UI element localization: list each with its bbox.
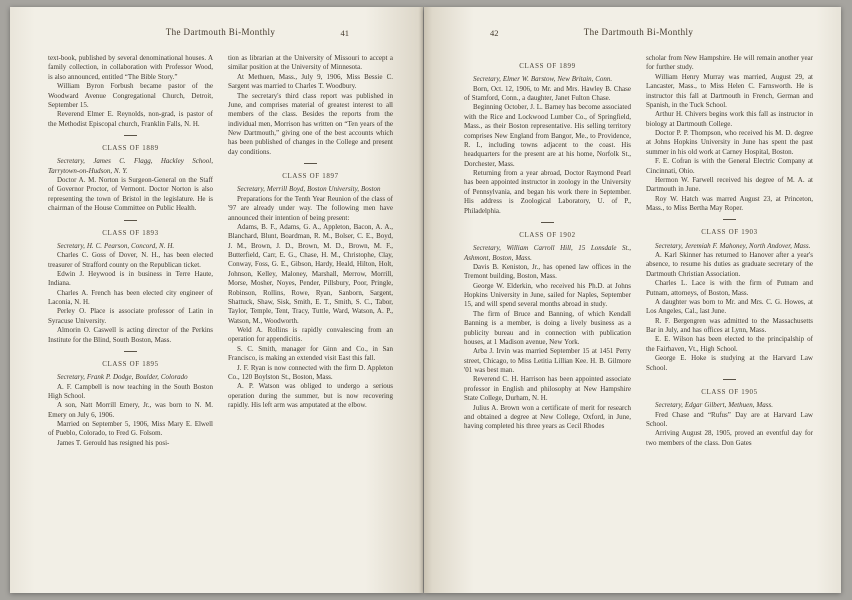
paragraph: A. P. Watson was obliged to undergo a serious operation during the summer, but is now recovering rapidly. His left arm was amputated at the elbow. — [228, 382, 393, 409]
paragraph: George E. Hoke is studying at the Harvard Law School. — [646, 354, 813, 372]
section-heading: CLASS OF 1899 — [519, 63, 576, 70]
paragraph: Julius A. Brown won a certificate of merit for research and obtained a degree at New College, Oxford, in June, having completed his three years as Cecil Rhodes — [464, 403, 631, 431]
paragraph: A. F. Campbell is now teaching in the South Boston High School. — [48, 382, 213, 400]
paragraph: Weld A. Rollins is rapidly convalescing from an operation for appendicitis. — [228, 326, 393, 344]
paragraph: Perley O. Place is associate professor of Latin in Syracuse University. — [48, 307, 213, 325]
paragraph: E. E. Wilson has been elected to the principalship of the Fairhaven, Vt., High School. — [646, 335, 813, 353]
paragraph: Arthur H. Chivers begins work this fall as instructor in biology at Dartmouth College. — [646, 110, 813, 128]
page-header — [48, 27, 393, 42]
text-column-right — [646, 54, 813, 448]
paragraph: Charles C. Goss of Dover, N. H., has been elected treasurer of Strafford county on the Republican ticket. — [48, 251, 213, 269]
paragraph: A son, Natt Morrill Emery, Jr., was born to N. M. Emery on July 6, 1906. — [48, 401, 213, 419]
paragraph: Almorin O. Caswell is acting director of the Perkins Institute for the Blind, South Boston, Mass. — [48, 326, 213, 344]
paragraph: Edwin J. Heywood is in business in Terre Haute, Indiana. — [48, 269, 213, 288]
text-column-left — [464, 54, 631, 448]
secretary-line: Secretary, William Carroll Hill, 15 Lonsdale St., Ashmont, Boston, Mass. — [464, 244, 631, 262]
paragraph: F. E. Cofran is with the General Electric Company at Cincinnati, Ohio. — [646, 157, 813, 175]
section-divider — [304, 163, 317, 164]
text-column-left — [48, 54, 213, 448]
paragraph: William Byron Forbush became pastor of the Woodward Avenue Congregational Church, Detroit, September 15. — [48, 82, 213, 109]
running-title: The Dartmouth Bi-Monthly — [165, 27, 276, 37]
paragraph: R. F. Bergengren was admitted to the Massachusetts Bar in July, and has offices at Lynn, Mass. — [646, 316, 813, 334]
secretary-line: Secretary, H. C. Pearson, Concord, N. H. — [57, 241, 175, 250]
section-heading: CLASS OF 1905 — [701, 388, 758, 396]
paragraph: A daughter was born to Mr. and Mrs. C. G. Howes, at Los Angeles, Cal., last June. — [646, 297, 813, 316]
paragraph: tion as librarian at the University of Missouri to accept a similar position at the University of Minnesota. — [228, 54, 393, 72]
paragraph: Davis B. Keniston, Jr., has opened law offices in the Tremont building, Boston, Mass. — [464, 262, 631, 281]
page-number: 42 — [490, 28, 499, 38]
secretary-line: Secretary, Merrill Boyd, Boston University, Boston — [237, 185, 381, 194]
paragraph: Fred Chase and “Rufus” Day are at Harvard Law School. — [646, 410, 813, 428]
paragraph: Hermon W. Farwell received his degree of M. A. at Dartmouth in June. — [646, 175, 813, 194]
page-number: 41 — [340, 28, 349, 38]
section-divider — [723, 219, 736, 220]
text-column-right — [228, 54, 393, 448]
text-columns — [464, 54, 813, 448]
section-heading: CLASS OF 1902 — [519, 231, 576, 239]
paragraph: Charles A. French has been elected city engineer of Laconia, N. H. — [48, 288, 213, 306]
text-columns — [48, 54, 393, 448]
paragraph: Doctor A. M. Norton is Surgeon-General on the Staff of Governor Proctor, of Vermont. Doctor Norton is also representing the town of Bristol in the legislature. He is chairman of the House Committee on Public Health. — [48, 176, 213, 213]
page-content — [10, 7, 423, 460]
magazine-page-left — [10, 7, 423, 593]
paragraph: Arba J. Irvin was married September 15 at 1451 Perry street, Chicago, to Miss Letitia Lillian Kee. H. B. Gilmore '01 was best man. — [464, 347, 631, 374]
paragraph: Adams, B. F., Adams, G. A., Appleton, Bacon, A. A., Blanchard, Blunt, Boardman, R. M., Bolser, C. E., Boyd, J. M., Brown, J. D., Brown, M. D., Brown, M. F., Butterfield, Carr, E. G., Chase, H. M., Christophe, Clay, Conway, Foss, G. E., Gibson, Hardy, Heald, Hilton, Holt, Johnson, Kelley, Maloney, Marshall, Merrow, Morrill, Morse, Mosher, Noyes, Pender, Pillsbury, Poor, Pringle, Robinson, Rollins, Rowe, Ryan, Sanborn, Sargent, Shattuck, Shaw, Sisk, Smith, E. T., Smith, S. C., Tabor, Taylor, Temple, Tent, Tracy, Tuttle, Ward, Watson, A. P., Watson, M., Woodworth. — [228, 222, 393, 325]
paragraph: S. C. Smith, manager for Ginn and Co., in San Francisco, is making an extended visit East this fall. — [228, 344, 393, 363]
paragraph: James T. Gerould has resigned his posi- — [57, 438, 170, 447]
paragraph: Doctor P. P. Thompson, who received his M. D. degree at Johns Hopkins University in June has spent the past summer in his old work at Carney Hospital, Boston. — [646, 129, 813, 156]
section-heading: CLASS OF 1903 — [701, 229, 758, 237]
paragraph: A. Karl Skinner has returned to Hanover after a year's absence, to resume his duties as graduate secretary of the Dartmouth Christian Association. — [646, 251, 813, 278]
paragraph: Reverend Elmer E. Reynolds, non-grad, is pastor of the Methodist Episcopal church, Franklin Falls, N. H. — [48, 110, 213, 128]
section-divider — [124, 135, 137, 136]
running-title: The Dartmouth Bi-Monthly — [583, 27, 694, 37]
section-divider — [723, 379, 736, 380]
paragraph: William Henry Murray was married, August 29, at Lancaster, Mass., to Miss Helen C. Farnsworth. He is instructor this fall at Dartmouth in French, German and Spanish, in the Tuck School. — [646, 72, 813, 109]
paragraph: Charles L. Lace is with the firm of Putnam and Putnam, attorneys, of Boston, Mass. — [646, 279, 813, 297]
secretary-line: Secretary, Elmer W. Barstow, New Britain, Conn. — [473, 75, 613, 84]
section-heading: CLASS OF 1893 — [102, 229, 159, 237]
paragraph: Roy W. Hatch was marred August 23, at Princeton, Mass., to Miss Bertha May Roper. — [646, 194, 813, 212]
section-heading: CLASS OF 1889 — [102, 145, 159, 152]
secretary-line: Secretary, Frank P. Dodge, Boulder, Colorado — [57, 373, 188, 382]
paragraph: Arriving August 28, 1905, proved an eventful day for two members of the class. Don Gates — [646, 429, 813, 447]
secretary-line: Secretary, Jeremiah F. Mahoney, North Andover, Mass. — [655, 241, 811, 250]
magazine-page-right — [424, 7, 841, 593]
paragraph: Reverend C. H. Harrison has been appointed associate professor in English and philosophy at New Hampshire State College, Durham, N. H. — [464, 375, 631, 403]
section-heading: CLASS OF 1897 — [282, 173, 339, 181]
secretary-line: Secretary, James C. Flagg, Hackley School, Tarrytown-on-Hudson, N. Y. — [48, 157, 213, 175]
paragraph: Returning from a year abroad, Doctor Raymond Pearl has been appointed instructor in zoology in the University of Pennsylvania, and began his work there in September. His address is Zoological Laboratory, U. of P., Philadelphia. — [464, 169, 631, 215]
section-divider — [124, 351, 137, 352]
paragraph: At Methuen, Mass., July 9, 1906, Miss Bessie C. Sargent was married to Charles T. Woodbury. — [228, 72, 393, 91]
paragraph: George W. Elderkin, who received his Ph.D. at Johns Hopkins University in June, sailed for Naples, September 15, and will spend several months abroad in study. — [464, 281, 631, 309]
page-content — [424, 7, 841, 460]
paragraph: Preparations for the Tenth Year Reunion of the class of '97 are already under way. The following men have announced their intention of being present: — [228, 194, 393, 222]
section-divider — [541, 222, 554, 223]
paragraph: J. F. Ryan is now connected with the firm D. Appleton Co., 120 Boylston St., Boston, Mass. — [228, 363, 393, 381]
section-divider — [124, 220, 137, 221]
paragraph: Beginning October, J. L. Barney has become associated with the Rice and Lockwood Lumber Co., of Springfield, Mass., as their Boston representative. His selling territory comprises New England from Bangor, Me., to Providence, R. I., including towns adjacent to the coast. His headquarters for the present are at his home, Norfolk St., Dorchester, Mass. — [464, 103, 631, 168]
paragraph: The firm of Bruce and Banning, of which Kendall Banning is a member, is doing a lively business as a publicity bureau and in connection with publication houses, at 1 Madison avenue, New York. — [464, 309, 631, 346]
paragraph: Married on September 5, 1906, Miss Mary E. Elwell of Pueblo, Colorado, to Fred G. Folsom. — [48, 420, 213, 438]
page-header — [464, 27, 813, 42]
paragraph: text-book, published by several denominational houses. A family collection, in collaboration with Professor Wood, is also announced, entitled “The Bible Story.” — [48, 54, 213, 81]
secretary-line: Secretary, Edgar Gilbert, Methuen, Mass. — [655, 401, 773, 410]
section-heading: CLASS OF 1895 — [102, 360, 159, 368]
paragraph: The secretary's third class report was published in June, and comprises material of greatest interest to all members of the class. Besides the reports from the individual men, Morrison has written on “Ten years of the New Dartmouth,” giving one of the best accounts which has been published of changes in the College and present day conditions. — [228, 91, 393, 156]
paragraph: Born, Oct. 12, 1906, to Mr. and Mrs. Hawley B. Chase of Stamford, Conn., a daughter, Janet Fulton Chase. — [464, 84, 631, 102]
paragraph: scholar from New Hampshire. He will remain another year for further study. — [646, 54, 813, 72]
